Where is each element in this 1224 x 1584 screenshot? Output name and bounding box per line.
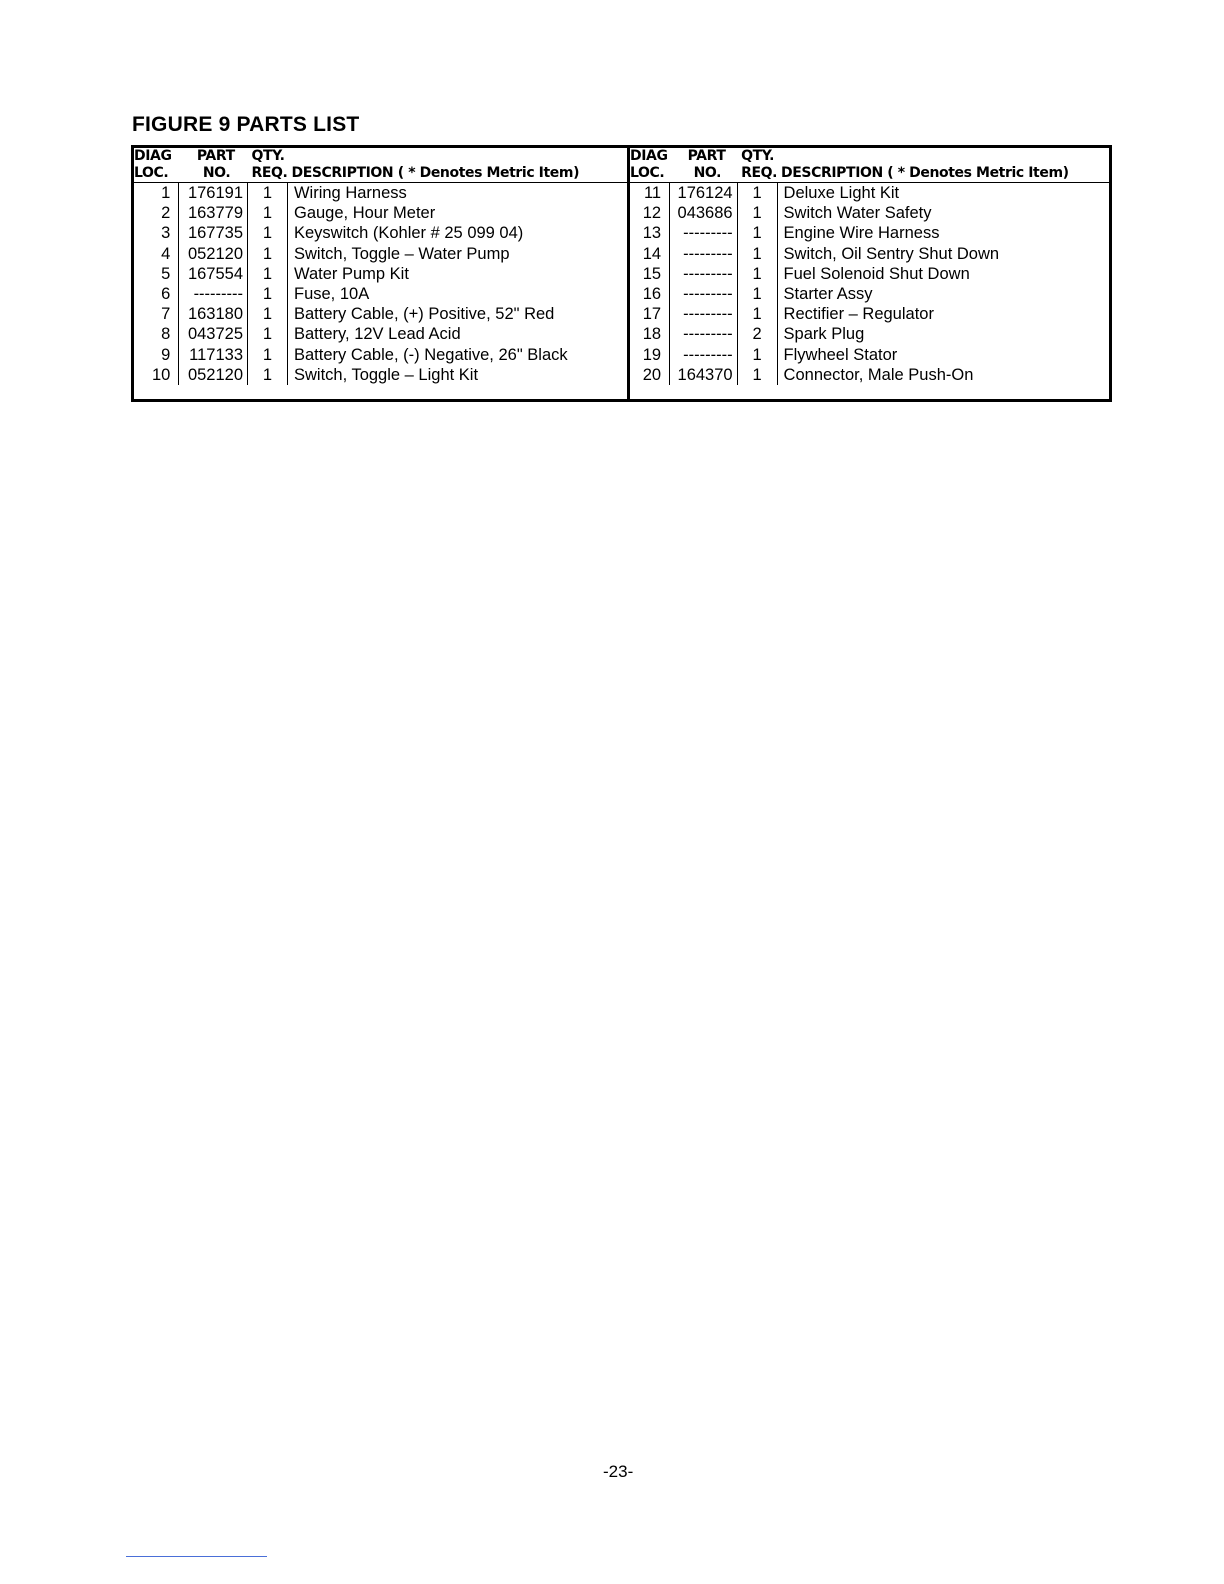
page-title: FIGURE 9 PARTS LIST	[132, 113, 360, 136]
diag-loc-cell: 15	[642, 264, 662, 283]
description-cell: Rectifier – Regulator	[783, 305, 934, 324]
diag-loc-cell: 20	[642, 365, 662, 384]
header-row-2	[630, 165, 1109, 183]
qty-cell: 1	[737, 304, 777, 324]
diag-loc-cell: 18	[642, 325, 662, 344]
diag-loc-cell: 5	[161, 264, 171, 283]
description-cell: Switch, Toggle – Light Kit	[293, 365, 479, 384]
part-number-cell: ---------	[670, 304, 738, 324]
qty-cell: 1	[737, 365, 777, 385]
part-number-cell: 164370	[670, 365, 738, 385]
parts-rows-left	[134, 183, 627, 385]
diag-loc-cell: 16	[642, 285, 662, 304]
bottom-rule	[126, 1556, 267, 1557]
header-req: REQ.	[737, 165, 777, 183]
page-number: -23-	[603, 1462, 634, 1481]
part-number-cell: 163779	[179, 203, 248, 223]
diag-loc-cell: 1	[161, 184, 171, 203]
qty-cell: 1	[248, 244, 288, 264]
qty-cell: 1	[248, 223, 288, 243]
description-cell: Keyswitch (Kohler # 25 099 04)	[293, 224, 524, 243]
description-cell: Fuse, 10A	[293, 285, 370, 304]
part-number-cell: 052120	[179, 244, 248, 264]
table-row	[630, 365, 1109, 385]
header-part: PART	[687, 148, 726, 164]
table-row	[630, 345, 1109, 365]
description-cell: Engine Wire Harness	[783, 224, 940, 243]
header-qty: QTY.	[251, 148, 285, 164]
header-description: DESCRIPTION ( * Denotes Metric Item)	[777, 165, 1109, 183]
description-cell: Water Pump Kit	[293, 264, 409, 283]
diag-loc-cell: 3	[161, 224, 171, 243]
qty-cell: 1	[248, 284, 288, 304]
diag-loc-cell: 7	[161, 305, 171, 324]
diag-loc-cell: 9	[161, 345, 171, 364]
parts-table-left-grid	[134, 148, 627, 385]
description-cell: Battery Cable, (+) Positive, 52" Red	[293, 305, 555, 324]
qty-cell: 1	[737, 183, 777, 204]
part-number-cell: 167735	[179, 223, 248, 243]
diag-loc-cell: 4	[161, 244, 171, 263]
description-cell: Fuel Solenoid Shut Down	[783, 264, 970, 283]
qty-cell: 1	[248, 324, 288, 344]
header-diag: DIAG	[134, 148, 172, 164]
header-req: REQ.	[248, 165, 288, 183]
part-number-cell: 117133	[179, 345, 248, 365]
parts-list-table	[131, 145, 1112, 402]
table-row	[630, 203, 1109, 223]
table-row	[630, 183, 1109, 204]
qty-cell: 1	[248, 304, 288, 324]
table-row	[134, 264, 627, 284]
diag-loc-cell: 19	[642, 345, 662, 364]
table-row	[134, 244, 627, 264]
description-cell: Wiring Harness	[293, 184, 407, 203]
qty-cell: 1	[737, 203, 777, 223]
parts-table-left	[134, 148, 630, 399]
part-number-cell: 052120	[179, 365, 248, 385]
table-row	[630, 304, 1109, 324]
header-row-1	[630, 148, 1109, 165]
qty-cell: 1	[248, 183, 288, 204]
qty-cell: 1	[248, 345, 288, 365]
diag-loc-cell: 10	[152, 365, 171, 384]
part-number-cell: ---------	[670, 264, 738, 284]
description-cell: Battery, 12V Lead Acid	[293, 325, 461, 344]
description-cell: Switch Water Safety	[783, 204, 932, 223]
qty-cell: 1	[737, 284, 777, 304]
diag-loc-cell: 13	[642, 224, 662, 243]
part-number-cell: 176124	[670, 183, 738, 204]
qty-cell: 1	[737, 223, 777, 243]
table-row	[134, 304, 627, 324]
parts-table-right	[630, 148, 1109, 399]
qty-cell: 1	[737, 244, 777, 264]
description-cell: Gauge, Hour Meter	[293, 204, 436, 223]
table-row	[630, 324, 1109, 344]
table-row	[134, 324, 627, 344]
description-cell: Connector, Male Push-On	[783, 365, 974, 384]
part-number-cell: ---------	[670, 324, 738, 344]
parts-rows-right	[630, 183, 1109, 385]
diag-loc-cell: 17	[642, 305, 662, 324]
description-cell: Flywheel Stator	[783, 345, 898, 364]
diag-loc-cell: 6	[161, 285, 171, 304]
part-number-cell: 043686	[670, 203, 738, 223]
table-row	[134, 365, 627, 385]
table-row	[134, 183, 627, 204]
header-diag: DIAG	[630, 148, 668, 164]
table-row	[134, 203, 627, 223]
parts-table-right-grid	[630, 148, 1109, 385]
header-loc: LOC.	[134, 165, 179, 183]
diag-loc-cell: 8	[161, 325, 171, 344]
header-loc: LOC.	[630, 165, 670, 183]
qty-cell: 2	[737, 324, 777, 344]
header-part: PART	[196, 148, 235, 164]
diag-loc-cell: 12	[642, 204, 662, 223]
description-cell: Switch, Oil Sentry Shut Down	[783, 244, 1000, 263]
table-row	[630, 264, 1109, 284]
part-number-cell: 163180	[179, 304, 248, 324]
header-no: NO.	[670, 165, 738, 183]
diag-loc-cell: 14	[642, 244, 662, 263]
part-number-cell: ---------	[670, 284, 738, 304]
part-number-cell: ---------	[670, 244, 738, 264]
table-row	[630, 244, 1109, 264]
table-row	[630, 223, 1109, 243]
qty-cell: 1	[737, 264, 777, 284]
table-row	[134, 223, 627, 243]
part-number-cell: 043725	[179, 324, 248, 344]
description-cell: Deluxe Light Kit	[783, 184, 900, 203]
header-row-2	[134, 165, 627, 183]
part-number-cell: ---------	[179, 284, 248, 304]
table-row	[134, 345, 627, 365]
description-cell: Spark Plug	[783, 325, 865, 344]
qty-cell: 1	[248, 264, 288, 284]
part-number-cell: ---------	[670, 223, 738, 243]
header-description: DESCRIPTION ( * Denotes Metric Item)	[287, 165, 627, 183]
qty-cell: 1	[737, 345, 777, 365]
table-row	[134, 284, 627, 304]
description-cell: Switch, Toggle – Water Pump	[293, 244, 510, 263]
header-no: NO.	[179, 165, 248, 183]
part-number-cell: ---------	[670, 345, 738, 365]
header-qty: QTY.	[741, 148, 775, 164]
qty-cell: 1	[248, 203, 288, 223]
description-cell: Battery Cable, (-) Negative, 26" Black	[293, 345, 568, 364]
header-row-1	[134, 148, 627, 165]
table-row	[630, 284, 1109, 304]
diag-loc-cell: 11	[643, 184, 662, 203]
part-number-cell: 176191	[179, 183, 248, 204]
qty-cell: 1	[248, 365, 288, 385]
description-cell: Starter Assy	[783, 285, 873, 304]
part-number-cell: 167554	[179, 264, 248, 284]
diag-loc-cell: 2	[161, 204, 171, 223]
